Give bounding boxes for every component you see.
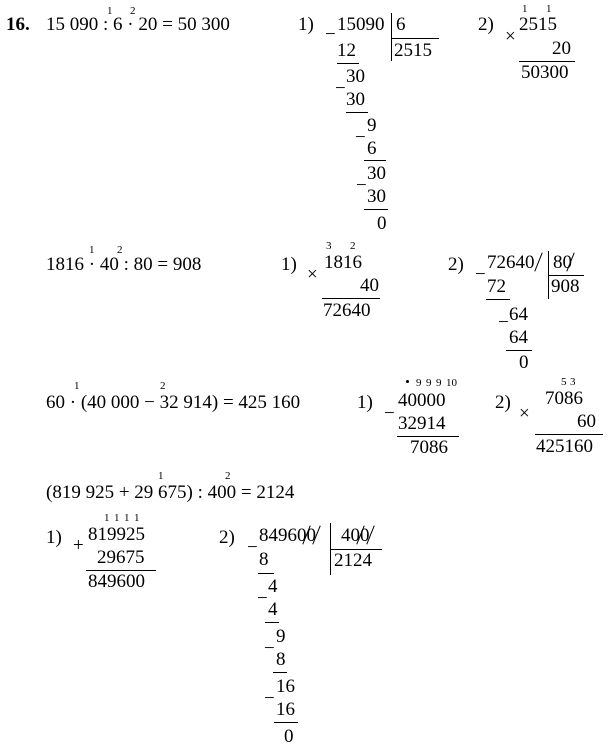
quotient: 908 [551, 276, 580, 297]
step-label: 2) [219, 527, 235, 548]
carry-digit: 1 [522, 3, 528, 15]
remainder: 0 [284, 726, 294, 747]
minus-sign: − [247, 537, 258, 558]
underline [506, 350, 532, 351]
division-step: 30 [346, 89, 365, 110]
division-step: 4 [268, 599, 278, 620]
quotient: 2124 [334, 550, 372, 571]
carry-digit: 3 [570, 376, 576, 388]
minus-sign: − [264, 688, 275, 709]
equation-4: (819 925 + 29 675) : 400 = 2124 [46, 482, 295, 503]
borrow-digit: 9 [436, 377, 442, 389]
remainder: 0 [377, 213, 387, 234]
minus-sign: − [335, 78, 346, 99]
division-bar-horizontal [391, 38, 439, 39]
minus-sign: − [498, 312, 509, 333]
dividend: 15090 [337, 14, 385, 35]
carry-digit: 1 [104, 512, 110, 524]
difference: 7086 [410, 437, 448, 458]
product: 50300 [521, 62, 569, 83]
step-label: 2) [495, 392, 511, 413]
division-step: 64 [509, 304, 528, 325]
carry-digit: 3 [326, 240, 332, 252]
multiply-sign: × [505, 26, 516, 47]
divisor: 400 [341, 525, 370, 546]
carry-digit: 5 [561, 376, 567, 388]
carry-digit: 2 [350, 240, 356, 252]
factor: 1816 [324, 252, 362, 273]
borrow-dot [406, 380, 409, 383]
order-mark: 2 [225, 470, 231, 482]
step-label: 1) [298, 14, 314, 35]
problem-number: 16. [6, 14, 30, 35]
carry-digit: 1 [134, 512, 140, 524]
factor: 2515 [519, 14, 557, 35]
division-step: 64 [509, 327, 528, 348]
underline [535, 434, 603, 435]
borrow-digit: 10 [446, 377, 457, 389]
underline [265, 622, 279, 623]
borrow-digit: 9 [426, 377, 432, 389]
underline [258, 573, 274, 574]
divisor: 80 [553, 252, 572, 273]
division-step: 30 [367, 186, 386, 207]
remainder: 0 [519, 352, 529, 373]
carry-digit: 1 [114, 512, 120, 524]
minus-sign: − [355, 127, 366, 148]
minus-sign: − [384, 403, 395, 424]
equation-2: 1816 · 40 : 80 = 908 [46, 254, 202, 275]
minuend: 40000 [398, 390, 446, 411]
multiply-sign: × [519, 403, 530, 424]
step-label: 1) [357, 392, 373, 413]
step-label: 1) [281, 254, 297, 275]
division-step: 30 [367, 163, 386, 184]
division-step: 8 [259, 549, 269, 570]
underline [346, 112, 368, 113]
order-mark: 1 [107, 5, 113, 17]
underline [337, 63, 359, 64]
minus-sign: − [475, 264, 486, 285]
order-mark: 2 [117, 244, 123, 256]
step-label: 1) [46, 527, 62, 548]
division-step: 12 [337, 40, 356, 61]
division-step: 8 [276, 649, 286, 670]
borrow-digit: 9 [416, 377, 422, 389]
division-bar-vertical [391, 13, 392, 61]
factor: 60 [577, 411, 596, 432]
division-step: 16 [276, 676, 295, 697]
factor: 20 [552, 38, 571, 59]
multiply-sign: × [307, 264, 318, 285]
order-mark: 1 [74, 380, 80, 392]
equation-3: 60 · (40 000 − 32 914) = 425 160 [46, 392, 301, 413]
equation-1: 15 090 : 6 · 20 = 50 300 [46, 14, 230, 35]
underline [364, 209, 388, 210]
underline [322, 298, 380, 299]
quotient: 2515 [394, 40, 432, 61]
divisor: 6 [396, 14, 406, 35]
minus-sign: − [257, 588, 268, 609]
step-label: 2) [448, 254, 464, 275]
factor: 40 [360, 275, 379, 296]
division-step: 16 [276, 699, 295, 720]
order-mark: 1 [89, 244, 95, 256]
crossed-zero-mark [534, 253, 542, 272]
division-step: 9 [367, 115, 377, 136]
order-mark: 2 [130, 5, 136, 17]
order-mark: 2 [160, 380, 166, 392]
division-step: 6 [367, 138, 377, 159]
sum: 849600 [88, 571, 145, 592]
minus-sign: − [264, 638, 275, 659]
underline [273, 672, 287, 673]
dividend: 72640 [487, 252, 535, 273]
addend: 819925 [88, 524, 145, 545]
product: 72640 [323, 300, 371, 321]
minus-sign: − [356, 175, 367, 196]
product: 425160 [536, 436, 593, 457]
underline [486, 299, 510, 300]
division-step: 30 [346, 66, 365, 87]
dividend: 849600 [259, 525, 316, 546]
carry-digit: 1 [124, 512, 130, 524]
underline [274, 722, 298, 723]
minus-sign: − [325, 24, 336, 45]
division-step: 9 [276, 626, 286, 647]
carry-digit: 1 [546, 3, 552, 15]
order-mark: 1 [158, 470, 164, 482]
factor: 7086 [545, 388, 583, 409]
subtrahend: 32914 [398, 413, 446, 434]
underline [364, 160, 386, 161]
division-step: 4 [268, 576, 278, 597]
addend: 29675 [97, 547, 145, 568]
division-step: 72 [487, 276, 506, 297]
plus-sign: + [73, 535, 84, 556]
step-label: 2) [478, 14, 494, 35]
